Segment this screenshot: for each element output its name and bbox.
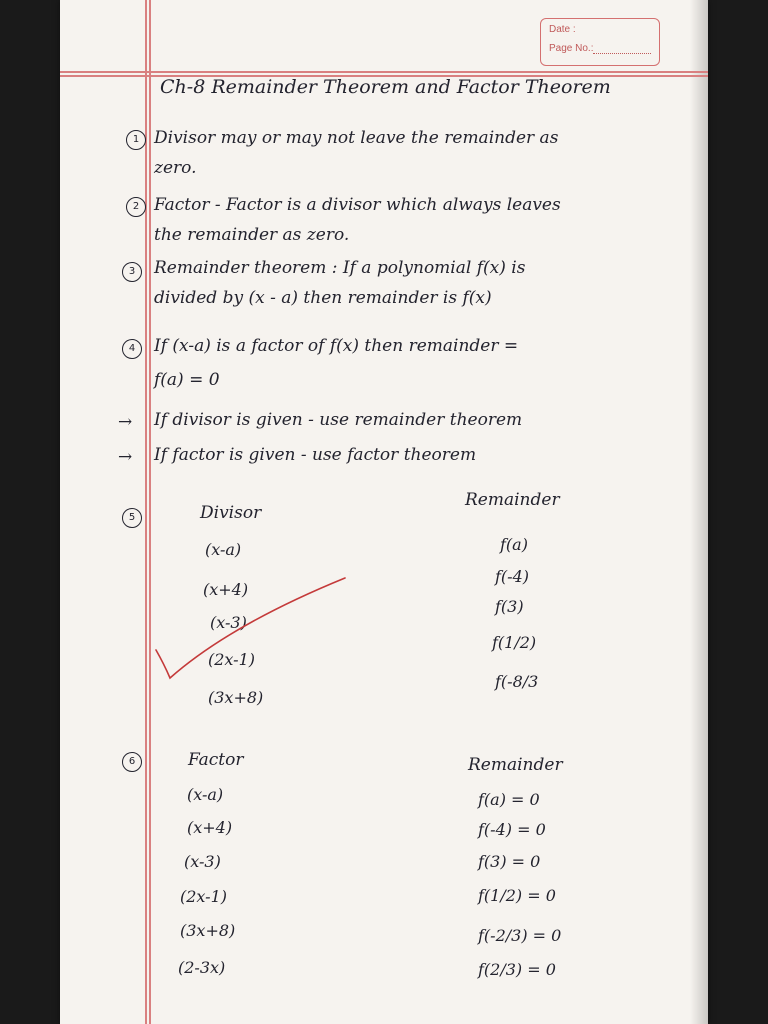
stamp-page-label: Page No.: <box>549 43 594 54</box>
table6-remainder-3: f(3) = 0 <box>478 852 541 871</box>
table5-divisor-3: (x-3) <box>210 613 247 632</box>
table6-remainder-1: f(a) = 0 <box>478 790 540 809</box>
table5-remainder-2: f(-4) <box>495 567 529 586</box>
point-number-6: 6 <box>122 752 142 772</box>
point-1-line-2: zero. <box>154 158 197 178</box>
point-3-line-2: divided by (x - a) then remainder is f(x) <box>154 288 492 308</box>
point-4-line-1: If (x-a) is a factor of f(x) then remainder = <box>154 336 519 356</box>
point-number-1: 1 <box>126 130 146 150</box>
arrow-note-1: If divisor is given - use remainder theorem <box>154 410 523 430</box>
arrow-note-2: If factor is given - use factor theorem <box>154 445 477 465</box>
point-4-line-2: f(a) = 0 <box>154 370 220 390</box>
point-2-line-2: the remainder as zero. <box>154 225 350 245</box>
table6-remainder-2: f(-4) = 0 <box>478 820 546 839</box>
table6-remainder-5: f(-2/3) = 0 <box>478 926 562 945</box>
point-1-line-1: Divisor may or may not leave the remainder as <box>154 128 559 148</box>
table5-remainder-1: f(a) <box>500 535 528 554</box>
table6-factor-3: (x-3) <box>184 852 221 871</box>
stamp-date-label: Date : <box>549 24 576 35</box>
table5-header-remainder: Remainder <box>465 490 560 510</box>
table6-remainder-6: f(2/3) = 0 <box>478 960 556 979</box>
table5-divisor-5: (3x+8) <box>208 688 264 707</box>
page-title: Ch-8 Remainder Theorem and Factor Theorem <box>160 76 611 98</box>
table5-divisor-1: (x-a) <box>205 540 242 559</box>
arrow-icon-2: → <box>118 447 133 467</box>
table6-factor-4: (2x-1) <box>180 887 227 906</box>
point-number-5: 5 <box>122 508 142 528</box>
red-tick-mark <box>60 0 708 1024</box>
point-number-2: 2 <box>126 197 146 217</box>
table6-factor-6: (2-3x) <box>178 958 226 977</box>
table5-remainder-4: f(1/2) <box>492 633 537 652</box>
table6-factor-1: (x-a) <box>187 785 224 804</box>
table6-factor-2: (x+4) <box>187 818 233 837</box>
table6-remainder-4: f(1/2) = 0 <box>478 886 556 905</box>
table5-remainder-5: f(-8/3 <box>495 672 539 691</box>
point-number-3: 3 <box>122 262 142 282</box>
point-3-line-1: Remainder theorem : If a polynomial f(x) is <box>154 258 526 278</box>
point-number-4: 4 <box>122 339 142 359</box>
arrow-icon-1: → <box>118 412 133 432</box>
table5-header-divisor: Divisor <box>200 503 262 523</box>
table6-header-factor: Factor <box>188 750 244 770</box>
table5-divisor-2: (x+4) <box>203 580 249 599</box>
table6-header-remainder: Remainder <box>468 755 563 775</box>
table5-divisor-4: (2x-1) <box>208 650 255 669</box>
table5-remainder-3: f(3) <box>495 597 524 616</box>
table6-factor-5: (3x+8) <box>180 921 236 940</box>
notebook-page <box>60 0 708 1024</box>
point-2-line-1: Factor - Factor is a divisor which always leaves <box>154 195 561 215</box>
